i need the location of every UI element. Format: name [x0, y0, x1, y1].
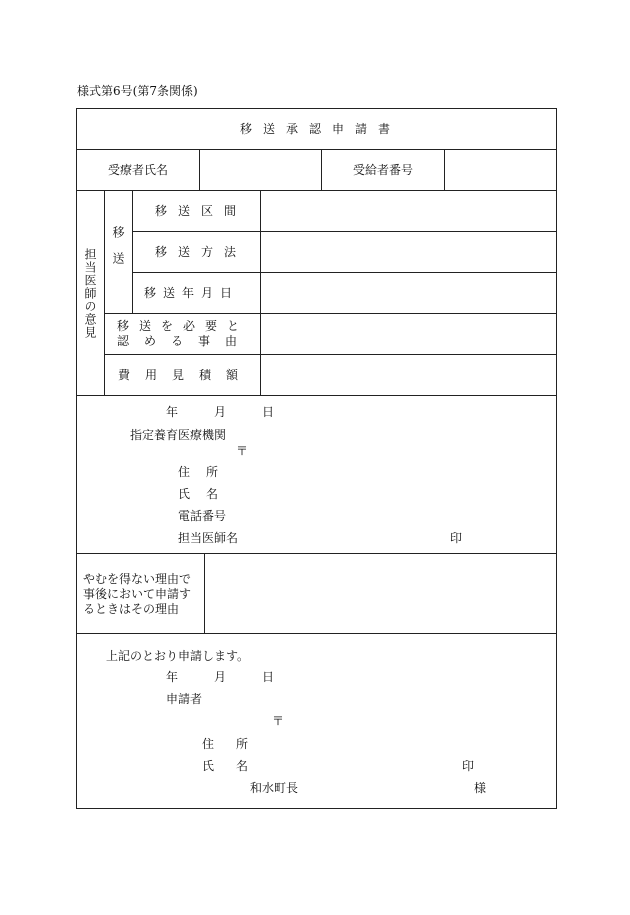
vline-late-reason — [204, 553, 205, 633]
applicant-seal: 印 — [462, 759, 475, 773]
application-date-year: 年 — [166, 670, 179, 684]
institution-name-label: 氏名 — [178, 487, 235, 501]
institution-phone-label: 電話番号 — [178, 509, 227, 523]
transport-date-field[interactable] — [263, 275, 553, 310]
necessity-reason-label-line1: 移送を必要と — [117, 319, 250, 333]
honorific: 様 — [474, 781, 487, 795]
cost-estimate-label: 費用見積額 — [118, 368, 254, 382]
doctor-name-label: 担当医師名 — [178, 531, 239, 545]
frame-top — [76, 108, 557, 109]
divider-title — [76, 149, 557, 150]
divider-opinion-end — [76, 395, 557, 396]
divider-institution-end — [76, 553, 557, 554]
recipient-number-label: 受給者番号 — [353, 163, 414, 177]
transport-date-label: 移送年月日 — [144, 286, 240, 300]
patient-name-label: 受療者氏名 — [108, 163, 169, 177]
patient-name-field[interactable] — [202, 152, 318, 187]
transport-section-field[interactable] — [263, 193, 553, 228]
frame-right — [556, 108, 557, 809]
transport-group-label: 移送 — [111, 226, 125, 278]
applicant-postal-mark: 〒 — [272, 714, 285, 728]
divider-late-reason-end — [76, 633, 557, 634]
divider-row2 — [132, 272, 557, 273]
transport-method-field[interactable] — [263, 234, 553, 269]
frame-bottom — [76, 808, 557, 809]
vline-patient-1 — [199, 149, 200, 190]
institution-date-year: 年 — [166, 405, 179, 419]
institution-address-label: 住所 — [178, 465, 235, 479]
institution-date-month: 月 — [214, 405, 227, 419]
divider-row4 — [104, 354, 557, 355]
application-statement: 上記のとおり申請します。 — [106, 649, 250, 663]
vline-patient-2 — [321, 149, 322, 190]
form-title: 移送承認申請書 — [240, 122, 402, 136]
mayor-label: 和水町長 — [250, 781, 299, 795]
divider-patient — [76, 190, 557, 191]
vline-opinion-group — [104, 190, 105, 395]
recipient-number-field[interactable] — [447, 152, 553, 187]
frame-left — [76, 108, 77, 809]
divider-row3 — [104, 313, 557, 314]
applicant-name-label: 氏名 — [202, 759, 271, 773]
transport-method-label: 移送方法 — [155, 245, 248, 259]
doctor-opinion-label: 担当医師の意見 — [83, 248, 97, 339]
necessity-reason-label-line2: 認める事由 — [117, 334, 253, 348]
late-reason-line2: 事後において申請す — [83, 587, 192, 601]
late-reason-field[interactable] — [207, 556, 553, 630]
institution-date-day: 日 — [262, 405, 275, 419]
applicant-label: 申請者 — [166, 692, 203, 706]
vline-opinion-values — [260, 190, 261, 395]
late-reason-line1: やむを得ない理由で — [83, 572, 192, 586]
institution-label: 指定養育医療機関 — [130, 428, 227, 442]
transport-section-label: 移送区間 — [155, 204, 248, 218]
institution-postal-mark: 〒 — [236, 444, 249, 458]
application-date-day: 日 — [262, 670, 275, 684]
divider-row1 — [132, 231, 557, 232]
vline-transport-group — [132, 190, 133, 313]
late-reason-line3: るときはその理由 — [83, 602, 180, 616]
necessity-reason-field[interactable] — [263, 316, 553, 351]
form-number: 様式第6号(第7条関係) — [77, 84, 198, 98]
applicant-address-label: 住所 — [202, 737, 271, 751]
cost-estimate-field[interactable] — [263, 357, 553, 392]
institution-seal: 印 — [450, 531, 463, 545]
application-date-month: 月 — [214, 670, 227, 684]
vline-patient-3 — [444, 149, 445, 190]
